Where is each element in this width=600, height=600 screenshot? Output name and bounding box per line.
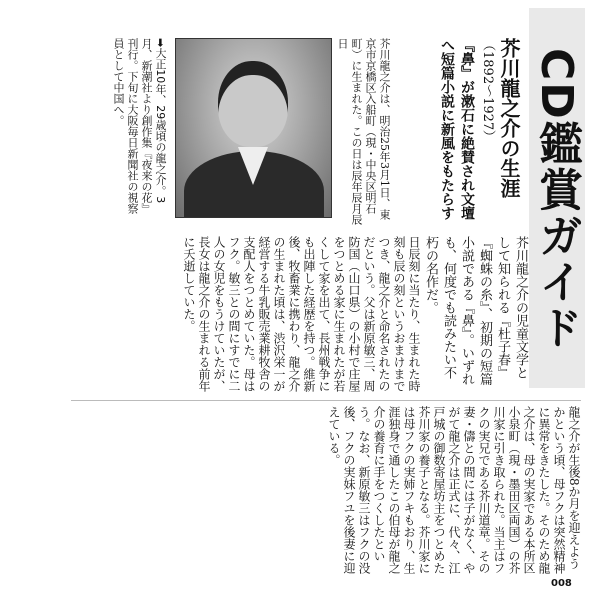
section-heading [391,38,521,228]
intro-paragraph: 芥川龍之介の児童文学として知られる『杜子春』『蜘蛛の糸』、初期の短篇小説である『鼻』。いずれも、何度でも読みたい不朽の名作だ。 [423,236,528,386]
portrait-head [218,61,288,147]
portrait-photo [175,38,332,218]
body-text-upper: 日辰刻に当たり、生まれた時刻も辰の刻というおまけまでつき、龍之介と命名されたのだという。父は新原敏三、周防国（山口県）の小村で庄屋をつとめる家に生まれたが若くして家を出て、長州戦争にも出陣した経歴を持つ。維新後、牧畜業に携わり、龍之介の生まれた頃は、渋沢栄一が経営する牛乳販売業耕牧舎の支配人をつとめていた。母はフク。敏三との間にすでに二人の女児をもうけていたが、長女は龍之介の生まれる前年に夭逝していた。 [182,236,421,392]
column-divider [71,400,581,401]
photo-caption [69,38,167,218]
magazine-page [25,8,580,592]
page-number: 008 [551,578,572,589]
caption-text: 大正10年、29歳頃の龍之介。3月、新潮社より創作集『夜来の花』刊行。下旬に大阪毎日新聞社の視察員として中国へ。 [112,38,167,214]
arrow-right-icon: ➡ [154,38,167,48]
upper-body-text: 芥川龍之介は、明治25年3月1日、東京市京橋区入船町（現・中央区明石町）に生まれた。この日は辰年辰月辰日 [336,38,391,225]
heading-years: （1892〜1927） [480,38,495,144]
heading-name: 芥川龍之介の生涯 [497,38,521,198]
heading-lead: 『鼻』が漱石に絶賛され文壇へ短篇小説に新風をもたらす [439,38,475,220]
body-text-lower: 龍之介が生後8か月を迎えようかという頃、母フクは突然精神に異常をきたした。そのため龍之介は、母の実家である本所区小泉町（現・墨田区両国）の芥川家に引き取られた。当主はフクの実兄である芥川道章。その妻・儔との間には子がなく、やがて龍之介は正式に、代々、江戸城の御数寄屋坊主をつとめた芥川家の養子となる。芥川家には母フクの実姉フキもおり、生涯独身で通したこの伯母が龍之介の養育に手をつくしたという。なお、新原敏三はフクの没後、フクの実妹フユを後妻に迎えている。 [327,406,581,574]
page-title: CD鑑賞ガイド [531,48,582,351]
